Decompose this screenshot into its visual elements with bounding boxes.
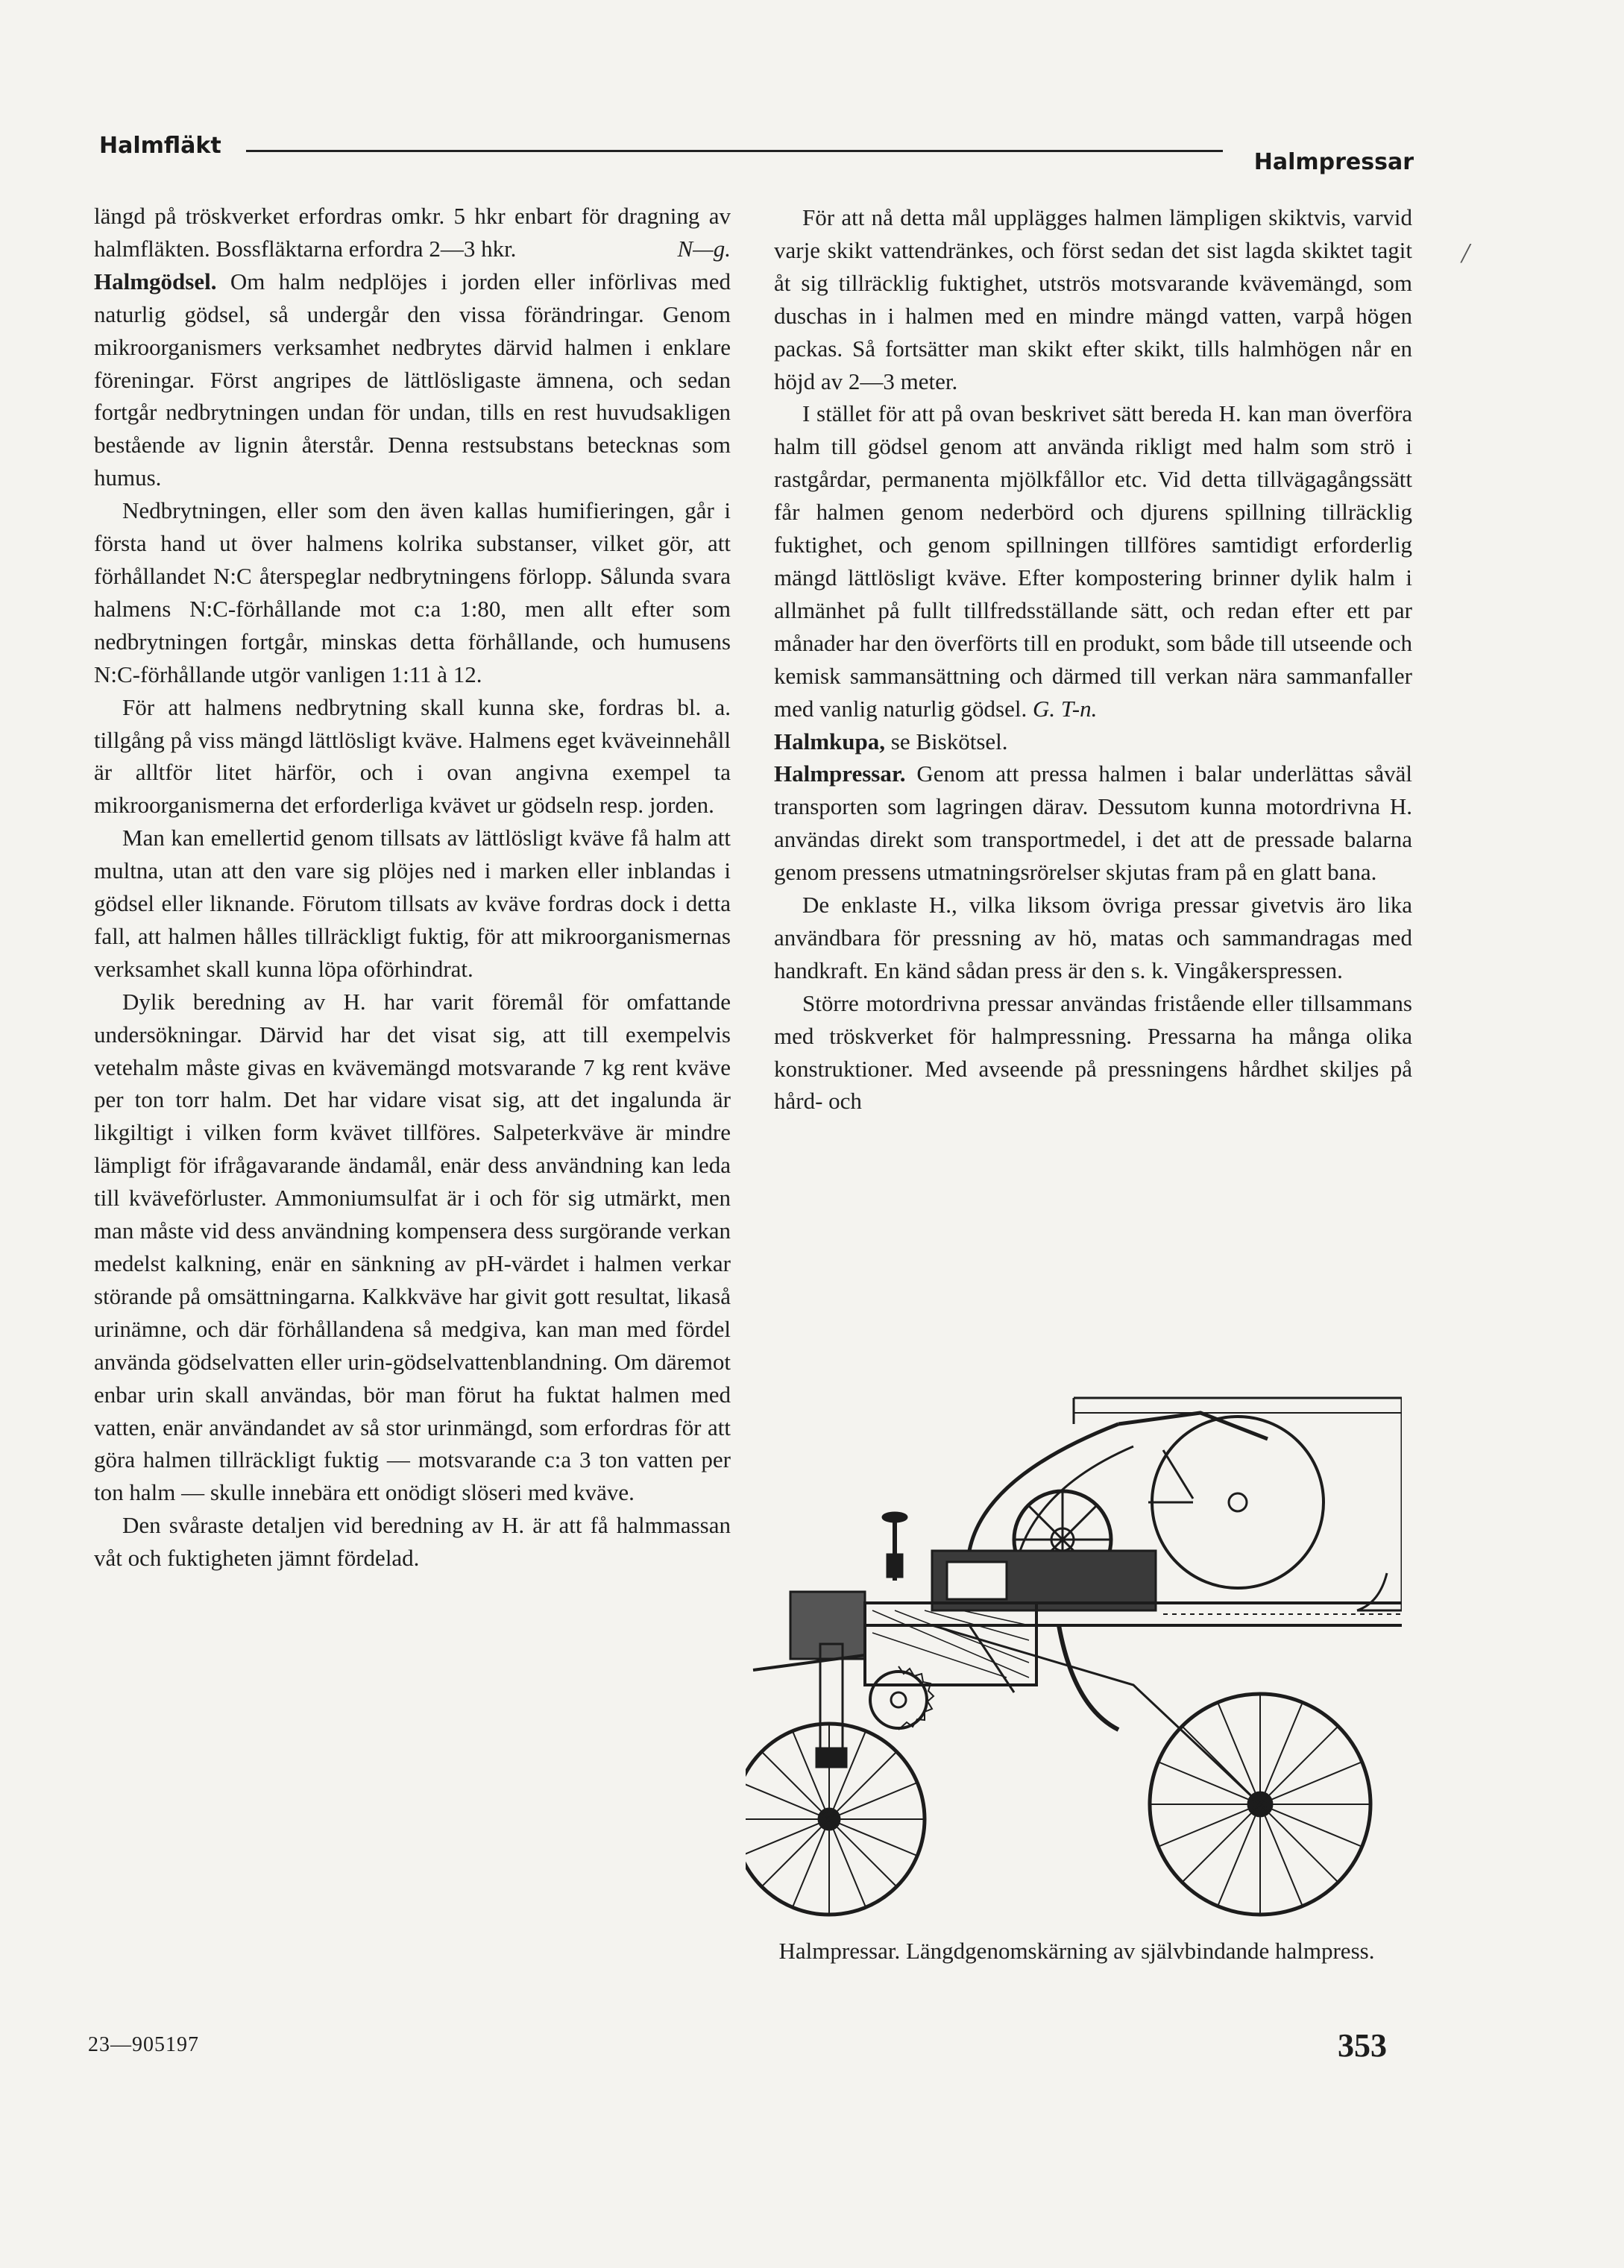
running-head-left: Halmfläkt	[99, 133, 221, 159]
paragraph: längd på tröskverket erfordras omkr. 5 hkr enbart för dragning av halmfläkten. Bossfläktarna erfordra 2—3 hkr. N—g.	[94, 200, 731, 265]
paragraph: I stället för att på ovan beskrivet sätt bereda H. kan man överföra halm till gödsel genom att använda rikligt med halm som strö i rastgårdar, permanenta mjölkfållor etc. Vid detta tillvägagångssätt får halmen genom nederbörd och djurens spillning tillräcklig fuktighet, och genom spillningen tillföres samtidigt erforderlig mängd lättlösligt kväve. Efter kompostering brinner dylik halm i allmänhet på fullt tillfredsställande sätt, och redan efter ett par månader har den överförts till en produkt, som både till utseende och kemisk sammansättning och därmed till verkan nära sammanfaller med vanlig naturlig gödsel. G. T-n.	[774, 400, 1412, 722]
paragraph: För att nå detta mål upplägges halmen lämpligen skiktvis, varvid varje skikt vattendränkes, och först sedan det sist lagda skiktet tagit åt sig tillräcklig fuktighet, utströs motsvarande kvävemängd, som duschas in i halmen med en mindre mängd vatten, varpå högen packas. Så fortsätter man skikt efter skikt, tills halmhögen når en höjd av 2—3 meter.	[774, 204, 1412, 394]
paragraph: Man kan emellertid genom tillsats av lättlösligt kväve få halm att multna, utan att den vare sig plöjes ned i marken eller inblandas i gödsel eller liknande. Förutom tillsats av kväve fordras dock i detta fall, att halmen hålles tillräckligt fuktig, för att mikroorganismernas verksamhet skall kunna löpa oförhindrat.	[94, 825, 731, 982]
author-signature: N—g.	[677, 235, 731, 262]
paragraph: Den svåraste detaljen vid beredning av H. är att få halmmassan våt och fuktigheten jämnt fördelad.	[94, 1512, 731, 1572]
entry-halmgodsel: Halmgödsel. Om halm nedplöjes i jorden eller införlivas med naturlig gödsel, så undergår den vissa förändringar. Genom mikroorganismers verksamhet nedbrytes därvid halmen i enklare föreningar. Först angripes de lättlösligaste ämnena, och sedan fortgår nedbrytningen undan för undan, tills en rest huvudsakligen bestående av lignin återstår. Denna restsubstans betecknas som humus.	[94, 268, 731, 491]
entry-term: Halmpressar.	[774, 760, 906, 787]
margin-pencil-mark: /	[1461, 238, 1470, 269]
right-column	[774, 201, 1412, 1118]
page-number: 353	[1338, 2027, 1387, 2064]
entry-term: Halmgödsel.	[94, 268, 217, 294]
author-signature: G. T-n.	[1032, 695, 1098, 722]
straw-press-illustration	[746, 1379, 1402, 1961]
paragraph: De enklaste H., vilka liksom övriga pressar givetvis äro lika användbara för pressning av hö, matas och sammandragas med handkraft. En känd sådan press är den s. k. Vingåkerspressen.	[774, 892, 1412, 983]
running-head-right: Halmpressar	[1253, 149, 1414, 175]
paragraph: Nedbrytningen, eller som den även kallas humifieringen, går i första hand ut över halmens kolrika substanser, vilket gör, att förhållandet N:C återspeglar nedbrytningens förlopp. Sålunda svara halmens N:C-förhållande mot c:a 1:80, men allt efter som nedbrytningen fortgår, minskas detta förhållande, och humusens N:C-förhållande utgör vanligen 1:11 à 12.	[94, 497, 731, 687]
entry-halmpressar: Halmpressar. Genom att pressa halmen i balar underlättas såväl transporten som lagringen därav. Dessutom kunna motordrivna H. användas direkt som transportmedel, i det att de pressade balarna genom pressens utmatningsrörelser skjutas fram på en glatt bana.	[774, 760, 1412, 886]
paragraph: Dylik beredning av H. har varit föremål för omfattande undersökningar. Därvid har det visat sig, att till exempelvis vetehalm måste givas en kvävemängd motsvarande 7 kg rent kväve per ton torr halm. Det har vidare visat sig, att det ingalunda är likgiltigt i vilken form kvävet tillföres. Salpeterkväve är mindre lämpligt för ifrågavarande ändamål, enär dess användning kan leda till kväveförluster. Ammoniumsulfat är i och för sig utmärkt, men man måste vid dess användning kompensera dess surgörande verkan medelst kalkning, enär en sänkning av pH-värdet i halmen verkar störande på omsättningarna. Kalkkväve har givit gott resultat, likaså urinämne, och där förhållandena så medgiva, kan man med fördel använda gödselvatten eller urin-gödselvattenblandning. Om däremot enbar urin skall användas, bör man förut ha fuktat halmen med vatten, enär användandet av så stor urinmängd, som erfordras för att göra halmen tillräckligt fuktig — motsvarande c:a 3 ton vatten per ton halm — skulle innebära ett onödigt slöseri med kväve.	[94, 988, 731, 1506]
print-signature: 23—905197	[88, 2033, 199, 2056]
figure-caption: Halmpressar. Längdgenomskärning av självbindande halmpress.	[778, 1938, 1375, 1964]
entry-term: Halmkupa,	[774, 728, 886, 755]
header-rule	[246, 150, 1223, 152]
entry-halmkupa: Halmkupa, se Biskötsel.	[774, 728, 1008, 755]
left-column	[94, 200, 731, 1575]
paragraph: För att halmens nedbrytning skall kunna ske, fordras bl. a. tillgång på viss mängd lättlösligt kväve. Halmens eget kväveinnehåll är alltför litet härför, och i ovan angivna exempel ta mikroorganismerna det erforderliga kvävet ur gödseln resp. jorden.	[94, 693, 731, 819]
paragraph: Större motordrivna pressar användas fristående eller tillsammans med tröskverket för halmpressning. Pressarna ha många olika konstruktioner. Med avseende på pressningens hårdhet skiljes på hård- och	[774, 989, 1412, 1115]
